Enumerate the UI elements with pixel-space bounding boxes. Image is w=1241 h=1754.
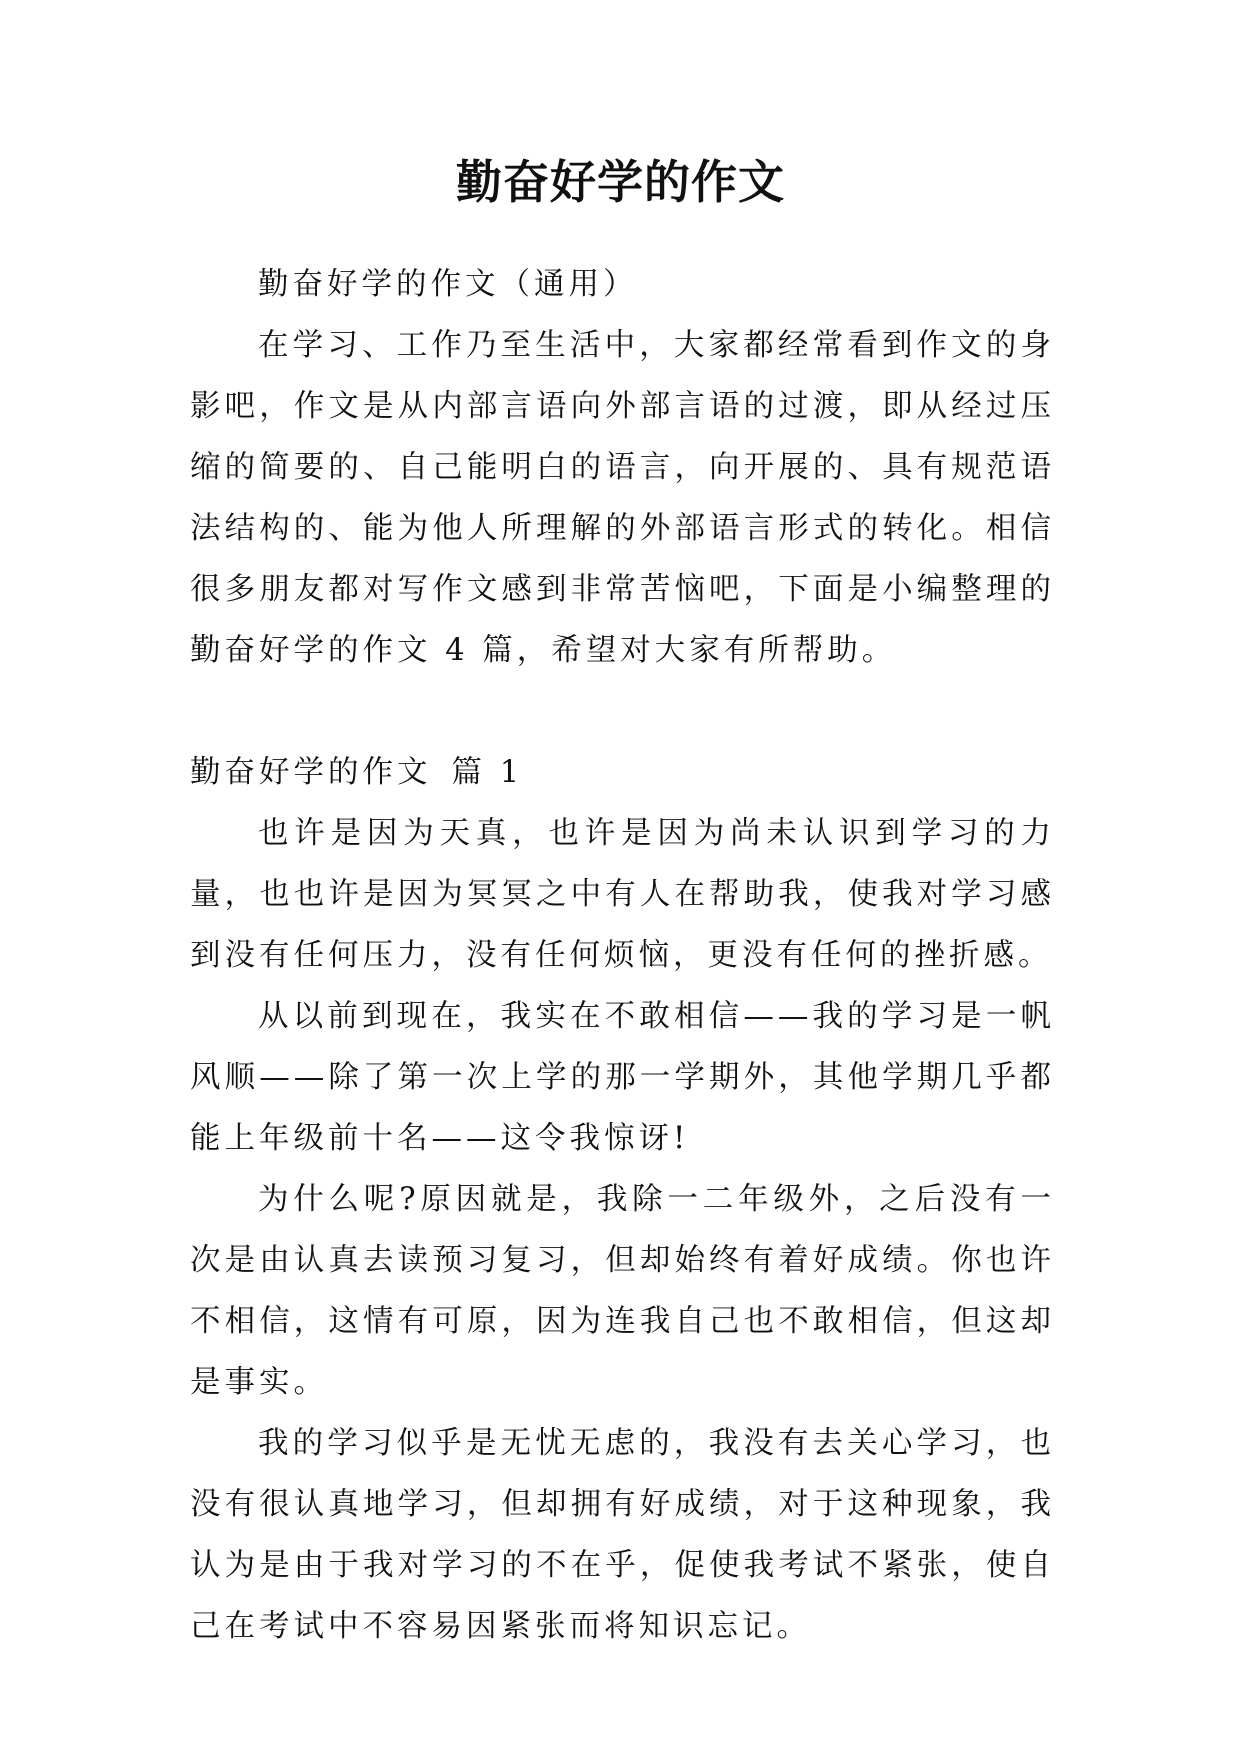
section-heading-text: 勤奋好学的作文 — [190, 755, 432, 790]
body-paragraph: 也许是因为天真，也许是因为尚未认识到学习的力量，也也许是因为冥冥之中有人在帮助我，使我对学习感到没有任何压力，没有任何烦恼，更没有任何的挫折感。 — [190, 816, 1055, 973]
body-paragraph: 从以前到现在，我实在不敢相信——我的学习是一帆风顺——除了第一次上学的那一学期外，其他学期几乎都能上年级前十名——这令我惊讶! — [190, 999, 1055, 1156]
section-heading — [190, 742, 1055, 803]
section-heading-number: 篇 1 — [451, 755, 524, 790]
document-body — [190, 254, 1055, 1657]
intro-paragraph: 在学习、工作乃至生活中，大家都经常看到作文的身影吧，作文是从内部言语向外部言语的过渡，即从经过压缩的简要的、自己能明白的语言，向开展的、具有规范语法结构的、能为他人所理解的外部语言形式的转化。相信很多朋友都对写作文感到非常苦恼吧，下面是小编整理的勤奋好学的作文 4 篇，希望对大家有所帮助。 — [190, 328, 1055, 668]
document-title: 勤奋好学的作文 — [456, 155, 785, 209]
body-paragraph: 我的学习似乎是无忧无虑的，我没有去关心学习，也没有很认真地学习，但却拥有好成绩，对于这种现象，我认为是由于我对学习的不在乎，促使我考试不紧张，使自己在考试中不容易因紧张而将知识忘记。 — [190, 1426, 1055, 1644]
body-paragraph: 为什么呢?原因就是，我除一二年级外，之后没有一次是由认真去读预习复习，但却始终有着好成绩。你也许不相信，这情有可原，因为连我自己也不敢相信，但这却是事实。 — [190, 1182, 1055, 1400]
section-spacer — [190, 681, 1055, 742]
document-subtitle: 勤奋好学的作文（通用） — [258, 267, 638, 302]
